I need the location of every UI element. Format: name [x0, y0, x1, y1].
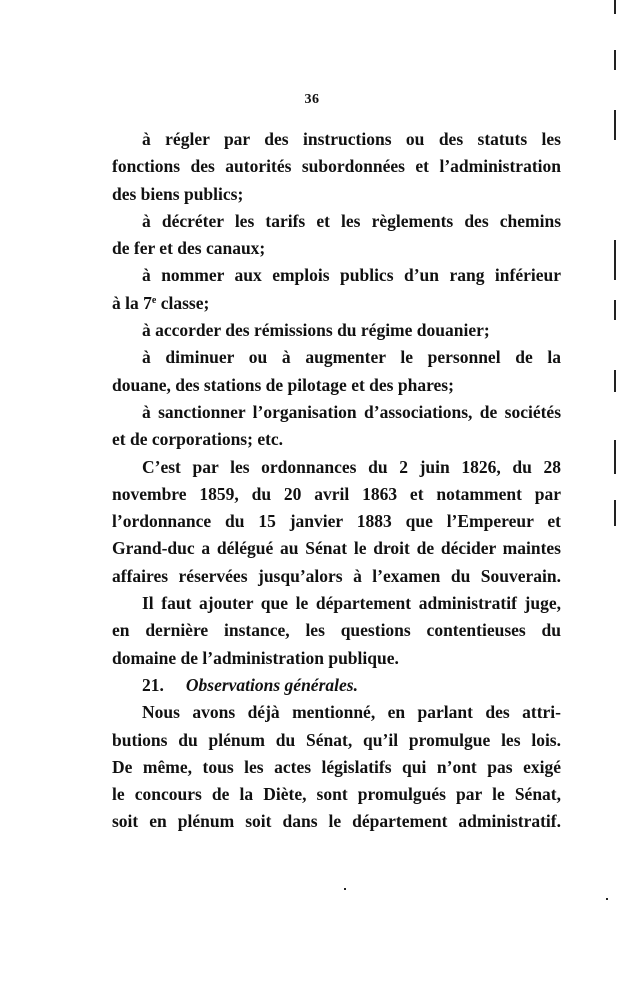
- text-line: fonctions des autorités subordonnées et l’administration: [112, 156, 561, 177]
- scan-mark: [606, 898, 608, 900]
- text-line: Nous avons déjà mentionné, en parlant des attri-: [142, 702, 561, 723]
- scan-mark: [614, 110, 616, 140]
- text-line: en dernière instance, les questions contentieuses du: [112, 620, 561, 641]
- text-line: de fer et des canaux;: [112, 238, 266, 259]
- text-line: domaine de l’administration publique.: [112, 647, 399, 668]
- text-line: [112, 290, 561, 317]
- text-line: soit en plénum soit dans le département administratif.: [112, 811, 561, 832]
- text-line: à accorder des rémissions du régime douanier;: [142, 320, 490, 341]
- scan-mark: [614, 0, 616, 14]
- scan-mark: [614, 240, 616, 280]
- text-line: l’ordonnance du 15 janvier 1883 que l’Empereur et: [112, 511, 561, 532]
- scan-mark: [614, 440, 616, 474]
- page-number: 36: [304, 92, 320, 107]
- text-line: des biens publics;: [112, 183, 244, 204]
- text-line: et de corporations; etc.: [112, 429, 284, 450]
- text-fragment: à la 7: [112, 292, 152, 313]
- text-line: à sanctionner l’organisation d’associations, de sociétés: [142, 401, 561, 422]
- scan-mark: [614, 500, 616, 526]
- text-line: De même, tous les actes législatifs qui n’ont pas exigé: [112, 756, 561, 777]
- text-line: affaires réservées jusqu’alors à l’examen du Souverain.: [112, 565, 561, 586]
- text-fragment: classe;: [156, 292, 210, 313]
- scan-mark: [344, 888, 346, 890]
- text-line: à décréter les tarifs et les règlements des chemins: [142, 210, 561, 231]
- text-line: Il faut ajouter que le département administratif juge,: [142, 593, 561, 614]
- section-heading: [112, 672, 561, 699]
- body-text: [112, 126, 561, 836]
- text-line: le concours de la Diète, sont promulgués par le Sénat,: [112, 784, 561, 805]
- text-line: Grand-duc a délégué au Sénat le droit de décider maintes: [112, 538, 561, 559]
- scan-mark: [614, 50, 616, 70]
- text-line: novembre 1859, du 20 avril 1863 et notamment par: [112, 483, 561, 504]
- section-title: Observations générales.: [185, 674, 358, 695]
- superscript: e: [151, 294, 157, 306]
- scan-mark: [614, 300, 616, 320]
- text-line: C’est par les ordonnances du 2 juin 1826, du 28: [142, 456, 561, 477]
- text-line: butions du plénum du Sénat, qu’il promulgue les lois.: [112, 729, 561, 750]
- section-number: 21.: [142, 674, 164, 695]
- text-line: douane, des stations de pilotage et des phares;: [112, 374, 454, 395]
- scan-mark: [614, 370, 616, 392]
- text-line: à diminuer ou à augmenter le personnel de la: [142, 347, 561, 368]
- text-line: à régler par des instructions ou des statuts les: [142, 129, 561, 149]
- text-line: à nommer aux emplois publics d’un rang inférieur: [142, 265, 561, 286]
